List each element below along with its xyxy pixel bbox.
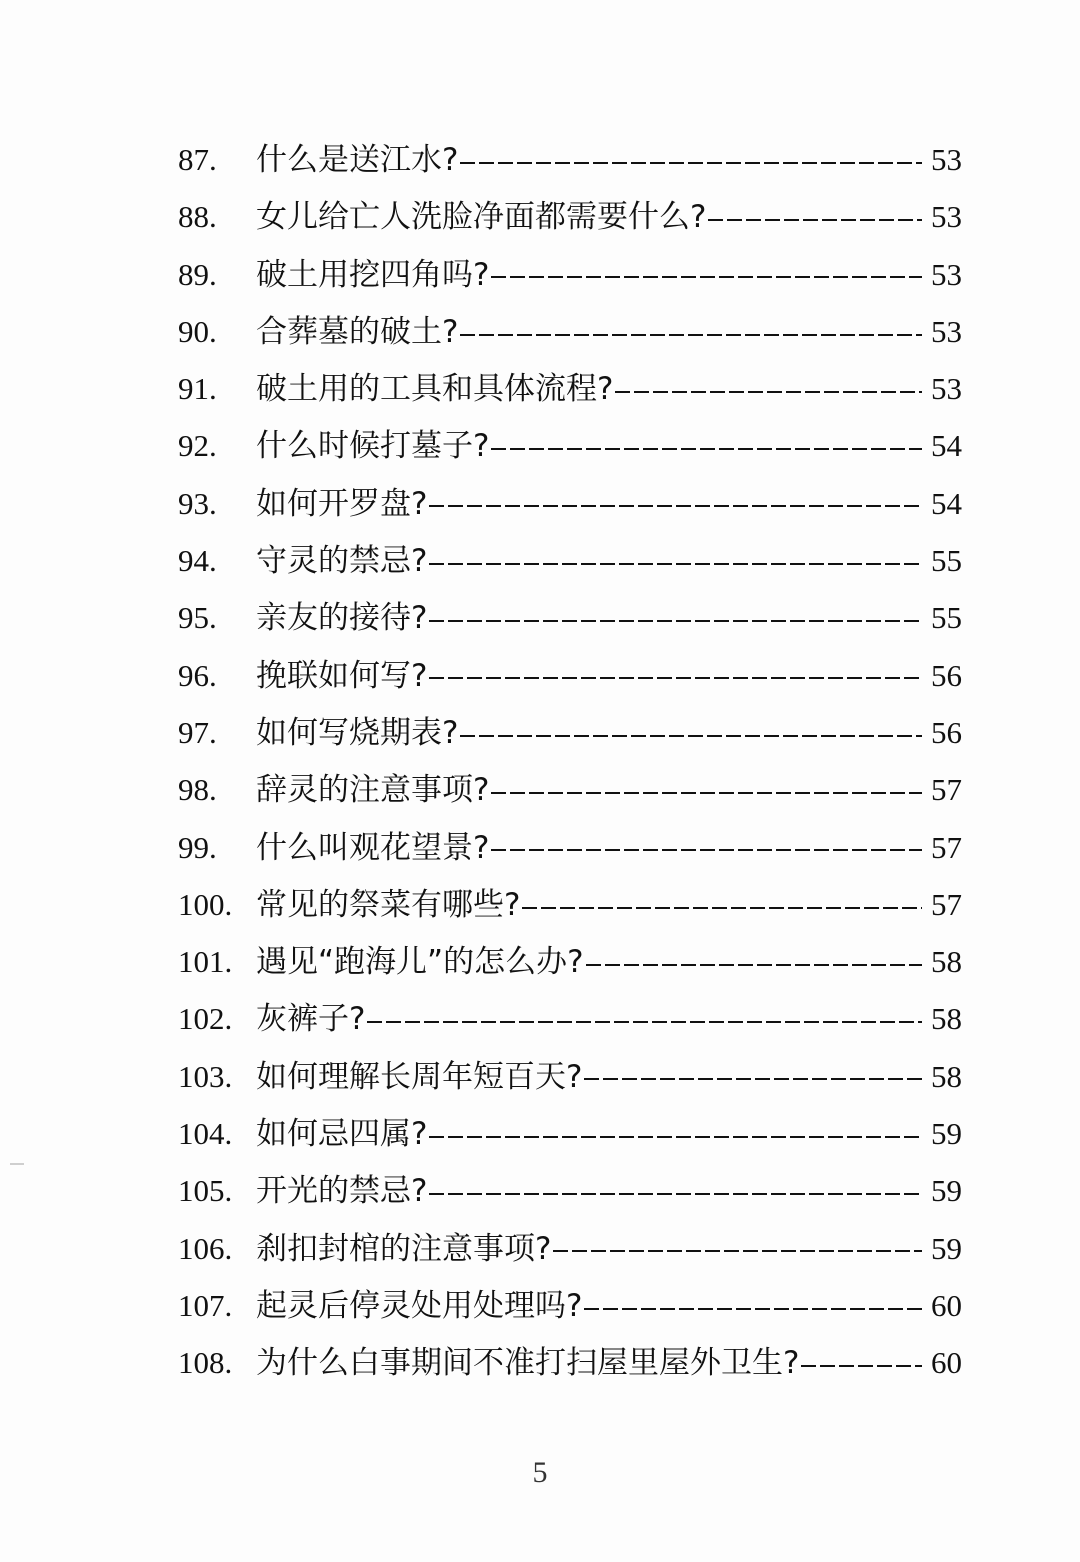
dash-leader — [584, 1078, 922, 1080]
dash-leader — [367, 1021, 922, 1023]
toc-entry — [178, 819, 962, 876]
entry-number: 108. — [178, 1345, 233, 1381]
dash-leader — [586, 964, 922, 966]
entry-title: 破土用的工具和具体流程? — [256, 371, 614, 408]
entry-page-number: 58 — [931, 1058, 962, 1094]
entry-page-number: 59 — [931, 1116, 962, 1152]
dash-leader — [460, 334, 922, 336]
dash-leader — [429, 620, 922, 622]
entry-page-number: 58 — [931, 1001, 962, 1037]
entry-number: 107. — [178, 1287, 233, 1323]
entry-number: 105. — [178, 1173, 233, 1209]
dash-leader — [429, 563, 922, 565]
entry-number: 91. — [178, 371, 217, 407]
toc-entry — [178, 1220, 962, 1277]
entry-number: 103. — [178, 1058, 233, 1094]
entry-number: 102. — [178, 1001, 233, 1037]
entry-page-number: 57 — [931, 772, 962, 808]
entry-title: 什么是送江水? — [256, 142, 459, 178]
entry-title: 破土用挖四角吗? — [256, 256, 490, 293]
entry-title: 常见的祭菜有哪些? — [256, 886, 521, 923]
entry-page-number: 56 — [931, 714, 962, 750]
entry-page-number: 59 — [931, 1230, 962, 1266]
entry-number: 88. — [178, 199, 217, 235]
toc-entry — [178, 1277, 962, 1334]
entry-title: 辞灵的注意事项? — [256, 772, 490, 809]
entry-page-number: 58 — [931, 944, 962, 980]
entry-page-number: 54 — [931, 428, 962, 464]
entry-page-number: 53 — [931, 199, 962, 235]
toc-entry — [178, 876, 962, 933]
entry-number: 95. — [178, 600, 217, 636]
entry-title: 什么时候打墓子? — [256, 428, 490, 465]
entry-number: 101. — [178, 944, 233, 980]
entry-page-number: 59 — [931, 1173, 962, 1209]
toc-entry — [178, 532, 962, 589]
entry-page-number: 53 — [931, 142, 962, 177]
toc-entry — [178, 188, 962, 245]
entry-title: 守灵的禁忌? — [256, 543, 428, 580]
entry-title: 遇见“跑海儿”的怎么办? — [256, 944, 584, 981]
entry-title: 如何忌四属? — [256, 1116, 428, 1153]
entry-number: 106. — [178, 1230, 233, 1266]
entry-title: 什么叫观花望景? — [256, 829, 490, 866]
dash-leader — [553, 1250, 922, 1252]
toc-entry — [178, 704, 962, 761]
dash-leader — [584, 1308, 922, 1310]
entry-number: 90. — [178, 313, 217, 349]
dash-leader — [429, 677, 922, 679]
dash-leader — [522, 907, 922, 909]
scan-artifact-mark — [10, 1163, 24, 1165]
toc-entry — [178, 1105, 962, 1162]
entry-number: 96. — [178, 657, 217, 693]
entry-title: 灰裤子? — [256, 1001, 366, 1038]
entry-number: 100. — [178, 886, 233, 922]
entry-page-number: 56 — [931, 657, 962, 693]
entry-page-number: 53 — [931, 313, 962, 349]
toc-entry — [178, 1334, 962, 1391]
table-of-contents — [178, 131, 962, 1392]
entry-page-number: 55 — [931, 600, 962, 636]
entry-title: 刹扣封棺的注意事项? — [256, 1230, 552, 1267]
entry-title: 开光的禁忌? — [256, 1173, 428, 1210]
entry-number: 92. — [178, 428, 217, 464]
dash-leader — [429, 1193, 922, 1195]
entry-title: 起灵后停灵处用处理吗? — [256, 1287, 583, 1324]
toc-entry — [178, 761, 962, 818]
entry-title: 为什么白事期间不准打扫屋里屋外卫生? — [256, 1345, 800, 1382]
entry-title: 如何写烧期表? — [256, 714, 459, 751]
entry-number: 89. — [178, 256, 217, 292]
entry-page-number: 53 — [931, 256, 962, 292]
toc-entry — [178, 933, 962, 990]
entry-page-number: 53 — [931, 371, 962, 407]
dash-leader — [491, 276, 922, 278]
dash-leader — [460, 735, 922, 737]
entry-title: 女儿给亡人洗脸净面都需要什么? — [256, 199, 707, 236]
page-number: 5 — [532, 1456, 548, 1489]
toc-entry — [178, 1048, 962, 1105]
toc-entry — [178, 589, 962, 646]
toc-entry — [178, 475, 962, 532]
entry-title: 合葬墓的破土? — [256, 313, 459, 350]
toc-entry — [178, 1162, 962, 1219]
toc-entry — [178, 131, 962, 188]
entry-number: 97. — [178, 714, 217, 750]
entry-number: 94. — [178, 543, 217, 579]
entry-page-number: 60 — [931, 1345, 962, 1381]
entry-page-number: 57 — [931, 829, 962, 865]
toc-entry — [178, 246, 962, 303]
toc-entry — [178, 360, 962, 417]
toc-entry — [178, 303, 962, 360]
entry-number: 104. — [178, 1116, 233, 1152]
toc-entry — [178, 647, 962, 704]
dash-leader — [801, 1365, 922, 1367]
dash-leader — [491, 792, 922, 794]
entry-page-number: 60 — [931, 1287, 962, 1323]
dash-leader — [491, 448, 922, 450]
entry-page-number: 54 — [931, 485, 962, 521]
toc-entry — [178, 417, 962, 474]
dash-leader — [429, 1136, 922, 1138]
dash-leader — [460, 162, 922, 164]
dash-leader — [708, 219, 922, 221]
dash-leader — [429, 505, 922, 507]
toc-entry — [178, 990, 962, 1047]
dash-leader — [491, 849, 922, 851]
entry-number: 93. — [178, 485, 217, 521]
entry-title: 挽联如何写? — [256, 657, 428, 694]
entry-title: 如何理解长周年短百天? — [256, 1058, 583, 1095]
entry-number: 87. — [178, 142, 217, 177]
entry-number: 99. — [178, 829, 217, 865]
dash-leader — [615, 391, 922, 393]
entry-number: 98. — [178, 772, 217, 808]
entry-title: 亲友的接待? — [256, 600, 428, 637]
entry-page-number: 55 — [931, 543, 962, 579]
entry-title: 如何开罗盘? — [256, 485, 428, 522]
entry-page-number: 57 — [931, 886, 962, 922]
